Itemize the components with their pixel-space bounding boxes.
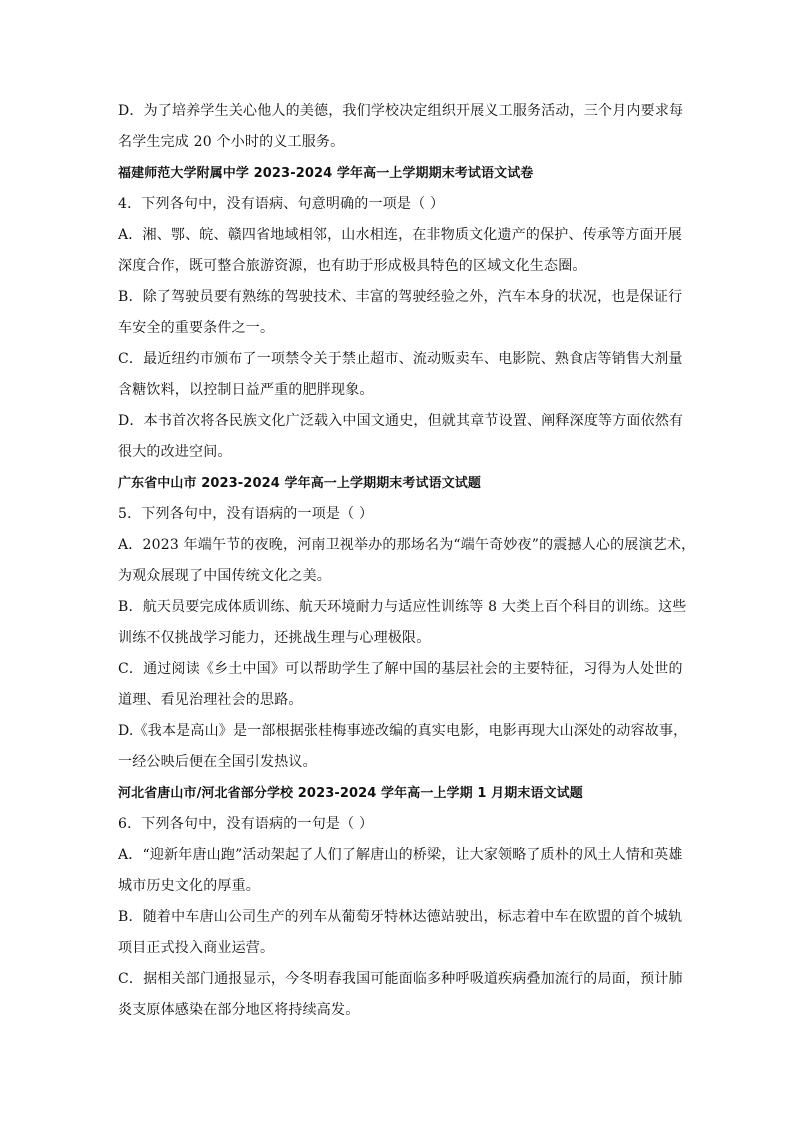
- text-line: 6．下列各句中，没有语病的一句是（ ）: [118, 816, 374, 832]
- text-line: 道理、看见治理社会的思路。: [118, 692, 303, 708]
- answer-option: [118, 716, 698, 778]
- text-line: D．为了培养学生关心他人的美德，我们学校决定组织开展义工服务活动，三个月内要求每: [118, 103, 684, 119]
- answer-option: [118, 282, 698, 344]
- exam-source-heading: [118, 468, 698, 499]
- document-content: [118, 96, 698, 1026]
- answer-option: [118, 344, 698, 406]
- text-line: 4．下列各句中，没有语病、句意明确的一项是（ ）: [118, 196, 445, 212]
- answer-option: [118, 902, 698, 964]
- text-line: 一经公映后便在全国引发热议。: [118, 754, 317, 770]
- text-line: B．航天员要完成体质训练、航天环境耐力与适应性训练等 8 大类上百个科目的训练。这些: [118, 599, 687, 615]
- text-line: D.《我本是高山》是一部根据张桂梅事迹改编的真实电影，电影再现大山深处的动容故事，: [118, 723, 688, 739]
- answer-option: [118, 530, 698, 592]
- text-line: C．最近纽约市颁布了一项禁令关于禁止超市、流动贩卖车、电影院、熟食店等销售大剂量: [118, 351, 683, 367]
- text-line: 5．下列各句中，没有语病的一项是（ ）: [118, 506, 374, 522]
- text-line: D．本书首次将各民族文化广泛载入中国文通史，但就其章节设置、阐释深度等方面依然有: [118, 413, 684, 429]
- question-stem: [118, 499, 698, 530]
- text-line: 深度合作，既可整合旅游资源，也有助于形成极具特色的区域文化生态圈。: [118, 258, 587, 274]
- text-line: C．通过阅读《乡土中国》可以帮助学生了解中国的基层社会的主要特征，习得为人处世的: [118, 661, 683, 677]
- answer-option: [118, 964, 698, 1026]
- text-line: 河北省唐山市/河北省部分学校 2023-2024 学年高一上学期 1 月期末语文试题: [118, 786, 583, 801]
- text-line: 广东省中山市 2023-2024 学年高一上学期期末考试语文试题: [118, 476, 482, 491]
- text-line: 很大的改进空间。: [118, 444, 232, 460]
- answer-option: [118, 654, 698, 716]
- text-line: A．2023 年端午节的夜晚，河南卫视举办的那场名为“端午奇妙夜”的震撼人心的展演艺术，: [118, 537, 696, 553]
- question-stem: [118, 809, 698, 840]
- exam-source-heading: [118, 158, 698, 189]
- text-line: 城市历史文化的厚重。: [118, 878, 260, 894]
- answer-option: [118, 592, 698, 654]
- text-line: C．据相关部门通报显示，今冬明春我国可能面临多种呼吸道疾病叠加流行的局面，预计肺: [118, 971, 683, 987]
- text-line: 车安全的重要条件之一。: [118, 320, 275, 336]
- text-line: A．“迎新年唐山跑”活动架起了人们了解唐山的桥梁，让大家领略了质朴的风土人情和英雄: [118, 847, 683, 863]
- text-line: A．湘、鄂、皖、赣四省地域相邻，山水相连，在非物质文化遗产的保护、传承等方面开展: [118, 227, 683, 243]
- text-line: 训练不仅挑战学习能力，还挑战生理与心理极限。: [118, 630, 431, 646]
- answer-option: [118, 406, 698, 468]
- answer-option: [118, 96, 698, 158]
- text-line: B．随着中车唐山公司生产的列车从葡萄牙特林达德站驶出，标志着中车在欧盟的首个城轨: [118, 909, 683, 925]
- answer-option: [118, 220, 698, 282]
- text-line: 项目正式投入商业运营。: [118, 940, 275, 956]
- exam-source-heading: [118, 778, 698, 809]
- text-line: 为观众展现了中国传统文化之美。: [118, 568, 331, 584]
- text-line: B．除了驾驶员要有熟练的驾驶技术、丰富的驾驶经验之外，汽车本身的状况，也是保证行: [118, 289, 683, 305]
- answer-option: [118, 840, 698, 902]
- text-line: 名学生完成 20 个小时的义工服务。: [118, 134, 345, 150]
- text-line: 炎支原体感染在部分地区将持续高发。: [118, 1002, 360, 1018]
- text-line: 福建师范大学附属中学 2023-2024 学年高一上学期期末考试语文试卷: [118, 166, 534, 181]
- text-line: 含糖饮料，以控制日益严重的肥胖现象。: [118, 382, 374, 398]
- question-stem: [118, 189, 698, 220]
